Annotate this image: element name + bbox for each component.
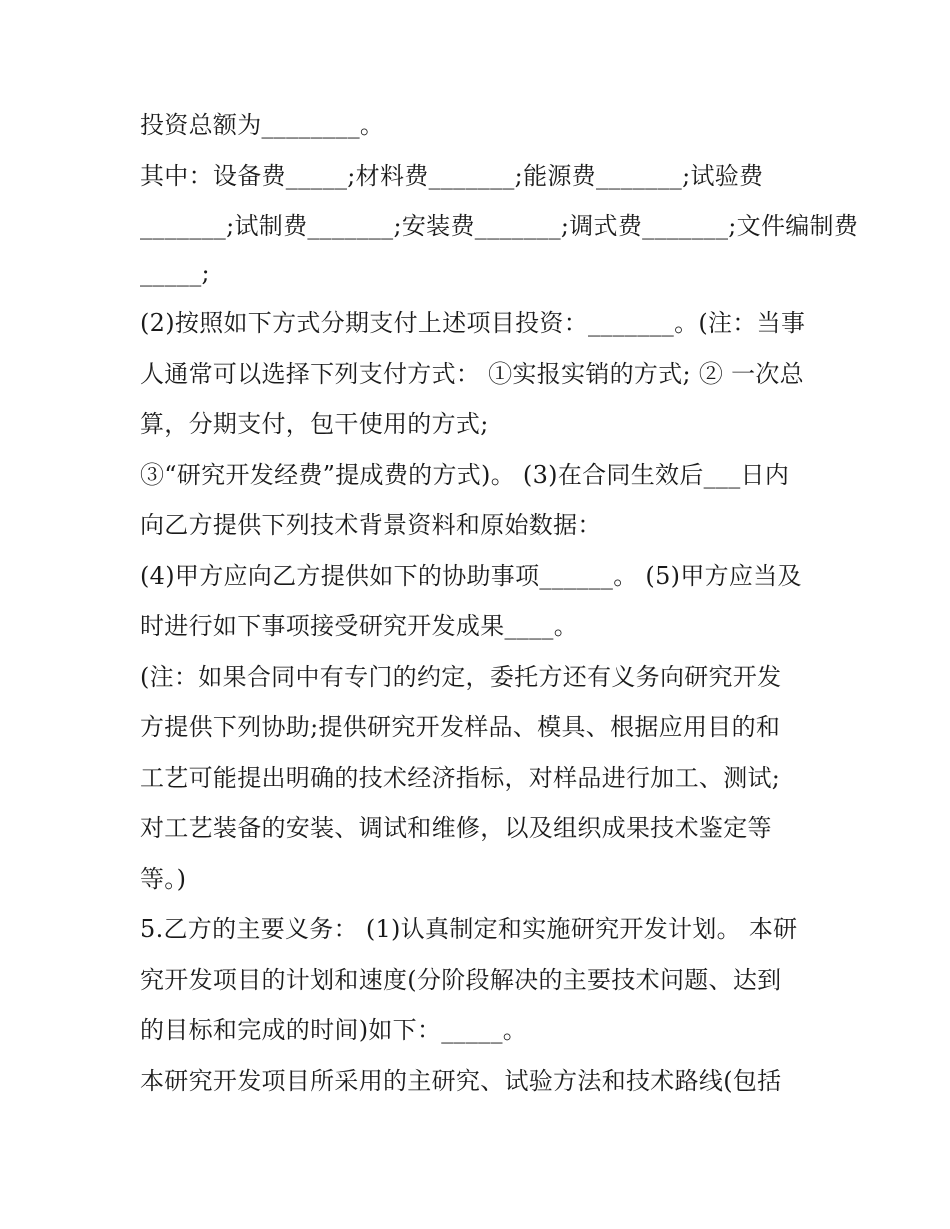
text-line: 其中：设备费_____;材料费_______;能源费_______;试验费: [140, 161, 764, 190]
text-line: 5.乙方的主要义务： (1)认真制定和实施研究开发计划。 本研: [140, 915, 798, 943]
text-line: 投资总额为________。: [140, 111, 385, 139]
text-line: 时进行如下事项接受研究开发成果____。: [140, 612, 578, 640]
text-line: 人通常可以选择下列支付方式： ①实报实销的方式; ② 一次总: [140, 359, 804, 388]
document-body: [140, 100, 859, 1106]
text-line: 的目标和完成的时间)如下：_____。: [140, 1016, 528, 1044]
text-line: _____;: [140, 258, 210, 287]
text-line: 本研究开发项目所采用的主研究、试验方法和技术路线(包括: [140, 1066, 782, 1095]
text-line: 究开发项目的计划和速度(分阶段解决的主要技术问题、达到: [140, 965, 782, 994]
text-line: 对工艺装备的安装、调试和维修，以及组织成果技术鉴定等: [140, 814, 772, 842]
text-line: 等。): [140, 864, 187, 893]
text-line: ③“研究开发经费”提成费的方式)。 (3)在合同生效后___日内: [140, 460, 790, 489]
text-line: (注：如果合同中有专门的约定，委托方还有义务向研究开发: [140, 662, 782, 691]
text-line: 算，分期支付，包干使用的方式;: [140, 410, 489, 438]
text-line: (2)按照如下方式分期支付上述项目投资：_______。(注：当事: [140, 309, 806, 337]
text-line: 方提供下列协助;提供研究开发样品、模具、根据应用目的和: [140, 713, 781, 741]
text-line: 向乙方提供下列技术背景资料和原始数据：: [140, 511, 602, 539]
text-line: 工艺可能提出明确的技术经济指标，对样品进行加工、测试;: [140, 763, 781, 792]
text-line: (4)甲方应向乙方提供如下的协助事项______。 (5)甲方应当及: [140, 561, 802, 590]
text-line: _______;试制费_______;安装费_______;调式费_______;文件编制费: [140, 212, 859, 240]
